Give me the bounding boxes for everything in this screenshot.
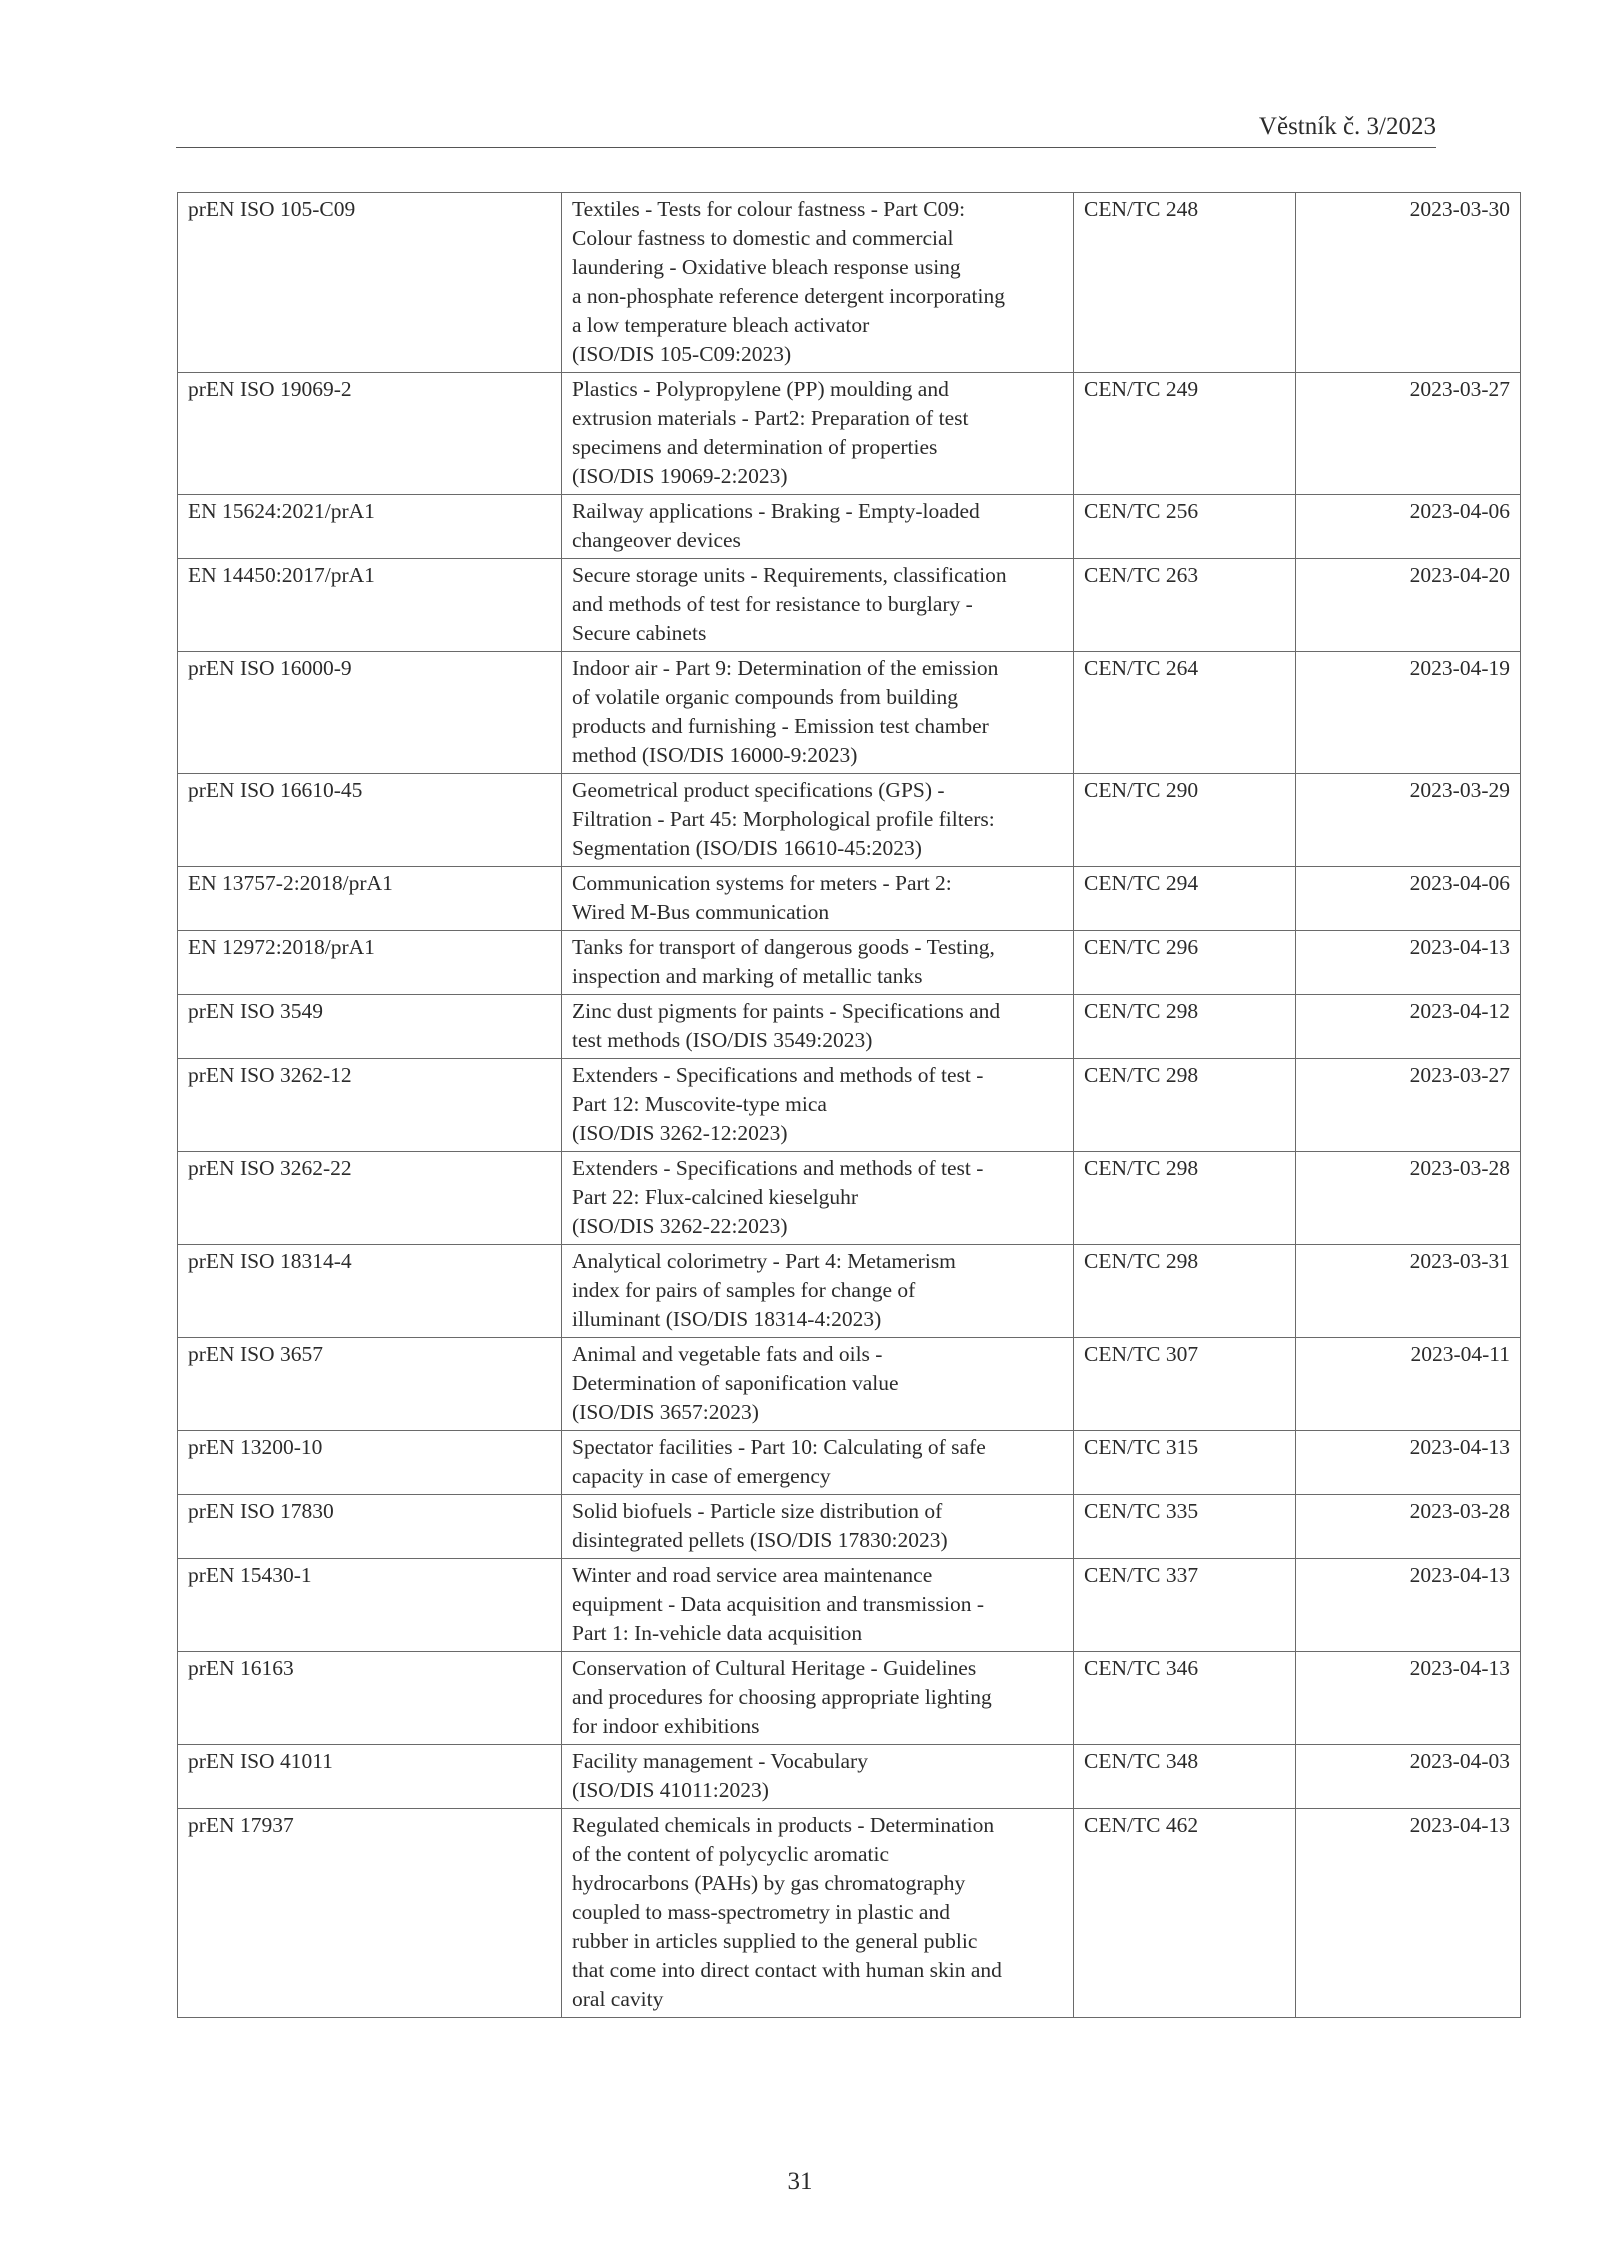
technical-committee: CEN/TC 248	[1074, 193, 1296, 373]
title-line: laundering - Oxidative bleach response using	[572, 255, 961, 279]
standard-code: EN 14450:2017/prA1	[178, 559, 562, 652]
standard-title	[562, 193, 1074, 373]
standards-table	[177, 192, 1521, 2018]
title-line: disintegrated pellets (ISO/DIS 17830:2023)	[572, 1528, 948, 1552]
standard-code: prEN ISO 41011	[178, 1745, 562, 1809]
standard-title	[562, 559, 1074, 652]
title-line: test methods (ISO/DIS 3549:2023)	[572, 1028, 873, 1052]
technical-committee: CEN/TC 294	[1074, 867, 1296, 931]
title-line: a non-phosphate reference detergent incorporating	[572, 284, 1005, 308]
title-line: and methods of test for resistance to burglary -	[572, 592, 973, 616]
standard-title	[562, 1495, 1074, 1559]
title-line: changeover devices	[572, 528, 741, 552]
standard-code: prEN ISO 3657	[178, 1338, 562, 1431]
title-line: Railway applications - Braking - Empty-loaded	[572, 499, 980, 523]
standard-code: prEN ISO 17830	[178, 1495, 562, 1559]
title-line: of the content of polycyclic aromatic	[572, 1842, 889, 1866]
standard-title	[562, 1652, 1074, 1745]
standard-code: prEN ISO 3549	[178, 995, 562, 1059]
standard-title	[562, 931, 1074, 995]
comment-deadline: 2023-04-13	[1296, 1652, 1521, 1745]
table-row	[178, 373, 1521, 495]
title-line: Analytical colorimetry - Part 4: Metamerism	[572, 1249, 956, 1273]
standards-table-body	[178, 193, 1521, 2018]
title-line: inspection and marking of metallic tanks	[572, 964, 923, 988]
technical-committee: CEN/TC 335	[1074, 1495, 1296, 1559]
table-row	[178, 1431, 1521, 1495]
table-row	[178, 1059, 1521, 1152]
comment-deadline: 2023-03-28	[1296, 1152, 1521, 1245]
standard-title	[562, 995, 1074, 1059]
title-line: Determination of saponification value	[572, 1371, 899, 1395]
title-line: capacity in case of emergency	[572, 1464, 831, 1488]
title-line: Textiles - Tests for colour fastness - Part C09:	[572, 197, 966, 221]
title-line: for indoor exhibitions	[572, 1714, 760, 1738]
title-line: (ISO/DIS 19069-2:2023)	[572, 464, 788, 488]
standard-title	[562, 1059, 1074, 1152]
title-line: Conservation of Cultural Heritage - Guidelines	[572, 1656, 977, 1680]
standard-code: prEN ISO 16610-45	[178, 774, 562, 867]
header-rule	[176, 147, 1436, 148]
title-line: specimens and determination of properties	[572, 435, 938, 459]
standard-title	[562, 495, 1074, 559]
comment-deadline: 2023-03-31	[1296, 1245, 1521, 1338]
technical-committee: CEN/TC 298	[1074, 995, 1296, 1059]
title-line: oral cavity	[572, 1987, 664, 2011]
title-line: that come into direct contact with human skin and	[572, 1958, 1002, 1982]
title-line: and procedures for choosing appropriate lighting	[572, 1685, 992, 1709]
table-row	[178, 867, 1521, 931]
standard-code: prEN 16163	[178, 1652, 562, 1745]
standard-code: prEN ISO 3262-22	[178, 1152, 562, 1245]
comment-deadline: 2023-04-11	[1296, 1338, 1521, 1431]
table-row	[178, 1245, 1521, 1338]
technical-committee: CEN/TC 263	[1074, 559, 1296, 652]
comment-deadline: 2023-04-13	[1296, 931, 1521, 995]
technical-committee: CEN/TC 346	[1074, 1652, 1296, 1745]
standard-code: EN 15624:2021/prA1	[178, 495, 562, 559]
comment-deadline: 2023-04-12	[1296, 995, 1521, 1059]
title-line: Solid biofuels - Particle size distribution of	[572, 1499, 943, 1523]
title-line: Colour fastness to domestic and commercial	[572, 226, 954, 250]
title-line: Part 22: Flux-calcined kieselguhr	[572, 1185, 858, 1209]
table-row	[178, 652, 1521, 774]
page-header: Věstník č. 3/2023	[1258, 113, 1436, 140]
title-line: equipment - Data acquisition and transmission -	[572, 1592, 984, 1616]
title-line: rubber in articles supplied to the general public	[572, 1929, 978, 1953]
title-line: (ISO/DIS 3657:2023)	[572, 1400, 759, 1424]
technical-committee: CEN/TC 348	[1074, 1745, 1296, 1809]
title-line: Part 1: In-vehicle data acquisition	[572, 1621, 863, 1645]
title-line: Zinc dust pigments for paints - Specifications and	[572, 999, 1001, 1023]
title-line: (ISO/DIS 3262-12:2023)	[572, 1121, 788, 1145]
title-line: index for pairs of samples for change of	[572, 1278, 916, 1302]
table-row	[178, 495, 1521, 559]
title-line: (ISO/DIS 41011:2023)	[572, 1778, 769, 1802]
table-row	[178, 1495, 1521, 1559]
standard-title	[562, 1431, 1074, 1495]
title-line: hydrocarbons (PAHs) by gas chromatography	[572, 1871, 966, 1895]
page-number: 31	[787, 2168, 813, 2195]
title-line: method (ISO/DIS 16000-9:2023)	[572, 743, 858, 767]
title-line: Indoor air - Part 9: Determination of the emission	[572, 656, 999, 680]
comment-deadline: 2023-04-13	[1296, 1809, 1521, 2018]
technical-committee: CEN/TC 249	[1074, 373, 1296, 495]
title-line: Filtration - Part 45: Morphological profile filters:	[572, 807, 995, 831]
comment-deadline: 2023-04-20	[1296, 559, 1521, 652]
standard-code: EN 13757-2:2018/prA1	[178, 867, 562, 931]
table-row	[178, 1559, 1521, 1652]
standard-code: prEN 15430-1	[178, 1559, 562, 1652]
standard-title	[562, 373, 1074, 495]
standard-code: EN 12972:2018/prA1	[178, 931, 562, 995]
technical-committee: CEN/TC 315	[1074, 1431, 1296, 1495]
title-line: (ISO/DIS 3262-22:2023)	[572, 1214, 788, 1238]
technical-committee: CEN/TC 264	[1074, 652, 1296, 774]
title-line: Animal and vegetable fats and oils -	[572, 1342, 883, 1366]
standard-title	[562, 1745, 1074, 1809]
title-line: Part 12: Muscovite-type mica	[572, 1092, 827, 1116]
comment-deadline: 2023-04-03	[1296, 1745, 1521, 1809]
technical-committee: CEN/TC 337	[1074, 1559, 1296, 1652]
comment-deadline: 2023-04-13	[1296, 1559, 1521, 1652]
title-line: Extenders - Specifications and methods of test -	[572, 1156, 984, 1180]
comment-deadline: 2023-03-29	[1296, 774, 1521, 867]
technical-committee: CEN/TC 462	[1074, 1809, 1296, 2018]
comment-deadline: 2023-04-06	[1296, 495, 1521, 559]
standard-code: prEN ISO 3262-12	[178, 1059, 562, 1152]
table-row	[178, 559, 1521, 652]
title-line: Communication systems for meters - Part 2:	[572, 871, 952, 895]
comment-deadline: 2023-03-27	[1296, 1059, 1521, 1152]
comment-deadline: 2023-04-13	[1296, 1431, 1521, 1495]
title-line: extrusion materials - Part2: Preparation of test	[572, 406, 969, 430]
title-line: a low temperature bleach activator	[572, 313, 870, 337]
title-line: products and furnishing - Emission test chamber	[572, 714, 989, 738]
table-row	[178, 931, 1521, 995]
title-line: (ISO/DIS 105-C09:2023)	[572, 342, 792, 366]
table-row	[178, 1338, 1521, 1431]
standard-title	[562, 1338, 1074, 1431]
standard-code: prEN 17937	[178, 1809, 562, 2018]
comment-deadline: 2023-03-27	[1296, 373, 1521, 495]
standard-code: prEN ISO 18314-4	[178, 1245, 562, 1338]
title-line: of volatile organic compounds from building	[572, 685, 958, 709]
standard-title	[562, 652, 1074, 774]
technical-committee: CEN/TC 298	[1074, 1059, 1296, 1152]
technical-committee: CEN/TC 307	[1074, 1338, 1296, 1431]
standard-code: prEN ISO 105-C09	[178, 193, 562, 373]
title-line: Wired M-Bus communication	[572, 900, 830, 924]
comment-deadline: 2023-03-28	[1296, 1495, 1521, 1559]
table-row	[178, 1809, 1521, 2018]
title-line: Facility management - Vocabulary	[572, 1749, 868, 1773]
title-line: Winter and road service area maintenance	[572, 1563, 933, 1587]
title-line: Geometrical product specifications (GPS) -	[572, 778, 945, 802]
standard-code: prEN ISO 16000-9	[178, 652, 562, 774]
title-line: Extenders - Specifications and methods of test -	[572, 1063, 984, 1087]
table-row	[178, 774, 1521, 867]
title-line: Spectator facilities - Part 10: Calculating of safe	[572, 1435, 986, 1459]
technical-committee: CEN/TC 298	[1074, 1152, 1296, 1245]
table-row	[178, 193, 1521, 373]
title-line: coupled to mass-spectrometry in plastic and	[572, 1900, 950, 1924]
table-row	[178, 1745, 1521, 1809]
standard-title	[562, 1152, 1074, 1245]
standard-title	[562, 1809, 1074, 2018]
standard-title	[562, 774, 1074, 867]
technical-committee: CEN/TC 296	[1074, 931, 1296, 995]
title-line: illuminant (ISO/DIS 18314-4:2023)	[572, 1307, 882, 1331]
table-row	[178, 1652, 1521, 1745]
title-line: Secure cabinets	[572, 621, 707, 645]
standard-title	[562, 867, 1074, 931]
technical-committee: CEN/TC 298	[1074, 1245, 1296, 1338]
comment-deadline: 2023-04-06	[1296, 867, 1521, 931]
technical-committee: CEN/TC 256	[1074, 495, 1296, 559]
title-line: Secure storage units - Requirements, classification	[572, 563, 1007, 587]
standard-code: prEN ISO 19069-2	[178, 373, 562, 495]
title-line: Segmentation (ISO/DIS 16610-45:2023)	[572, 836, 922, 860]
table-row	[178, 995, 1521, 1059]
title-line: Tanks for transport of dangerous goods - Testing,	[572, 935, 995, 959]
standard-title	[562, 1245, 1074, 1338]
table-row	[178, 1152, 1521, 1245]
title-line: Plastics - Polypropylene (PP) moulding and	[572, 377, 949, 401]
comment-deadline: 2023-04-19	[1296, 652, 1521, 774]
title-line: Regulated chemicals in products - Determination	[572, 1813, 995, 1837]
standard-code: prEN 13200-10	[178, 1431, 562, 1495]
technical-committee: CEN/TC 290	[1074, 774, 1296, 867]
standard-title	[562, 1559, 1074, 1652]
comment-deadline: 2023-03-30	[1296, 193, 1521, 373]
